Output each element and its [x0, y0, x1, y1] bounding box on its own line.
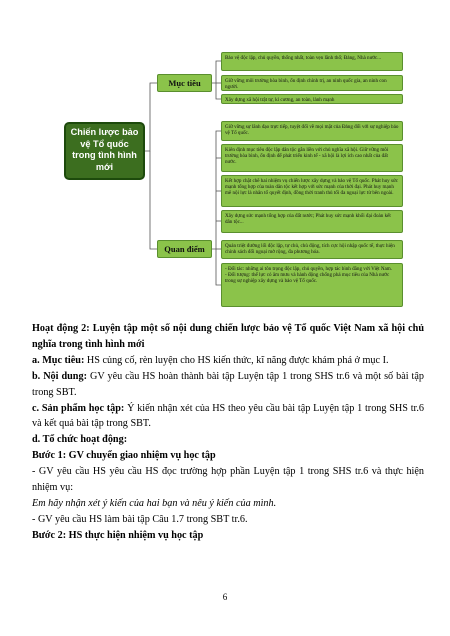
document-body: [32, 321, 424, 544]
branch-muc-tieu: Mục tiêu: [157, 74, 212, 92]
section-c: [32, 401, 424, 433]
section-a: [32, 353, 424, 369]
leaf-quan-diem-3: Kết hợp chặt chẽ hai nhiệm vụ chiến lược xây dựng và bảo vệ Tổ quốc. Phát huy sức mạnh tổng hợp của toàn dân tộc kết hợp với sức mạnh của thời đại. Phát huy mạnh mẽ nội lực là nhân tố quyết định, đồng thời tranh thủ tối đa ngoại lực từ bên ngoài.: [221, 175, 403, 207]
leaf-quan-diem-4: Xây dựng sức mạnh tổng hợp của đất nước; Phát huy sức mạnh khối đại đoàn kết dân tộc...: [221, 210, 403, 233]
section-a-label: a. Mục tiêu:: [32, 354, 85, 366]
section-a-text: HS củng cố, rèn luyện cho HS kiến thức, kĩ năng được khám phá ở mục I.: [84, 354, 389, 366]
branch-quan-diem: Quan điểm: [157, 240, 212, 258]
section-c-label: c. Sản phẩm học tập:: [32, 402, 125, 414]
leaf-quan-diem-1: Giữ vững sự lãnh đạo trực tiếp, tuyệt đối về mọi mặt của Đảng đối với sự nghiệp bảo vệ Tổ quốc.: [221, 121, 403, 141]
step-1-line-2: - GV yêu cầu HS làm bài tập Câu 1.7 trong SBT tr.6.: [32, 513, 248, 525]
step-1-line-1: - GV yêu cầu HS yêu cầu HS đọc trường hợp phần Luyện tập 1 trong SHS tr.6 và thực hiện nhiệm vụ:: [32, 466, 424, 494]
section-b-label: b. Nội dung:: [32, 370, 87, 382]
page-number: 6: [222, 592, 228, 602]
leaf-quan-diem-6: - Đối tác: những ai tôn trọng độc lập, chủ quyền, hợp tác bình đẳng với Việt Nam. - Đối tượng: thế lực có âm mưu và hành động chống phá mục tiêu của Nhà nước trong sự nghiệp xây dựng và bảo vệ Tổ quốc.: [221, 263, 403, 307]
mindmap-root: Chiến lược bảo vệ Tổ quốc trong tình hình mới: [64, 122, 145, 180]
step-2-heading: Bước 2: HS thực hiện nhiệm vụ học tập: [32, 529, 204, 541]
leaf-quan-diem-5: Quán triệt đường lối độc lập, tự chủ, chủ động, tích cực hội nhập quốc tế, thực hiện chính sách đối ngoại mở rộng, đa phương hóa.: [221, 240, 403, 259]
activity-heading: Hoạt động 2: Luyện tập một số nội dung chiến lược bảo vệ Tổ quốc Việt Nam xã hội chủ nghĩa trong tình hình mới: [32, 323, 424, 350]
leaf-muc-tieu-3: Xây dựng xã hội trật tự, kỉ cương, an toàn, lành mạnh: [221, 94, 403, 104]
leaf-muc-tieu-2: Giữ vững môi trường hòa bình, ổn định chính trị, an ninh quốc gia, an ninh con người.: [221, 75, 403, 91]
step-1-heading: Bước 1: GV chuyển giao nhiệm vụ học tập: [32, 450, 216, 462]
leaf-quan-diem-2: Kiên định mục tiêu độc lập dân tộc gắn liền với chủ nghĩa xã hội. Giữ vững môi trường hòa bình, ổn định để phát triển kinh tế - xã hội là lợi ích cao nhất của đất nước.: [221, 144, 403, 172]
section-d-label: d. Tổ chức hoạt động:: [32, 434, 128, 446]
section-b-text: GV yêu cầu HS hoàn thành bài tập Luyện tập 1 trong SHS tr.6 và một số bài tập trong SBT.: [32, 370, 424, 398]
section-c-text: Ý kiến nhận xét của HS theo yêu cầu bài tập Luyện tập 1 trong SHS tr.6 và kết quả bài tập trong SBT.: [32, 402, 424, 430]
leaf-muc-tieu-1: Bảo vệ độc lập, chủ quyền, thống nhất, toàn vẹn lãnh thổ; Đảng, Nhà nước...: [221, 52, 403, 71]
section-b: [32, 369, 424, 401]
task-italic: Em hãy nhận xét ý kiến của hai bạn và nêu ý kiến của mình.: [32, 497, 277, 509]
